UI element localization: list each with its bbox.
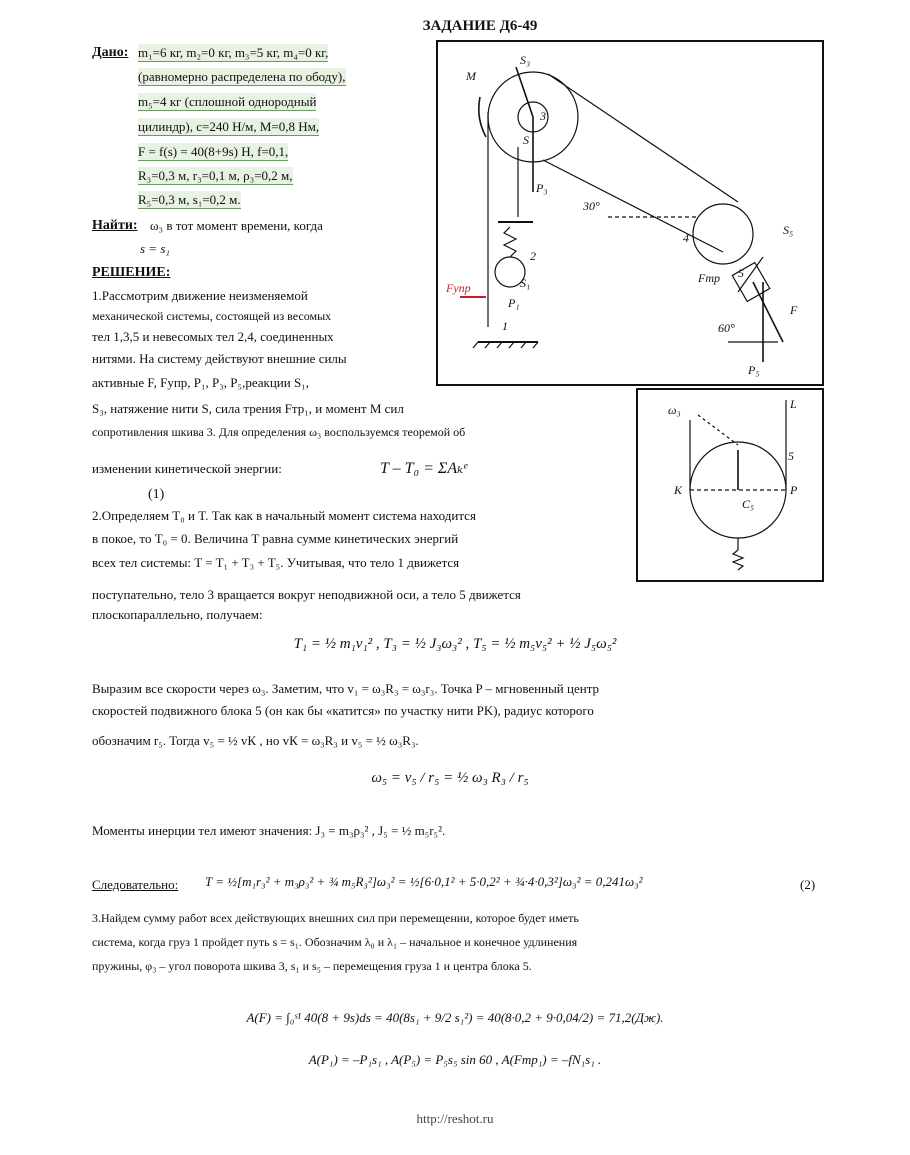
label-5: 5 — [738, 266, 744, 280]
label-M: M — [466, 69, 476, 83]
mechanism-figure — [436, 40, 824, 386]
label-P1: P₁ — [508, 296, 520, 310]
footer-url: http://reshot.ru — [416, 1111, 494, 1126]
para1-line-3: нитями. На систему действуют внешние силы — [92, 351, 347, 366]
para1-line-7: изменении кинетической энергии: — [92, 461, 282, 476]
para2-line-2: всех тел системы: T = T₁ + T₃ + T₅. Учитывая, что тело 1 движется — [92, 555, 460, 570]
label-S5: S₅ — [783, 223, 794, 237]
label-omega3: ω₃ — [668, 403, 681, 417]
block-velocity-figure — [636, 388, 824, 582]
label-30deg: 30° — [583, 199, 600, 213]
label-P5: P₅ — [748, 363, 760, 377]
label-60deg: 60° — [718, 321, 735, 335]
label-Ftr: Fтр — [698, 271, 720, 285]
force-f — [753, 282, 783, 342]
label-S: S — [523, 133, 529, 147]
label-L: L — [790, 397, 797, 411]
para1-line-5: S₃, натяжение нити S, сила трения Fтр₁, и момент M сил — [92, 401, 404, 416]
para2-line-0: 2.Определяем T₀ и T. Так как в начальный момент система находится — [92, 508, 476, 523]
para1-line-1: механической системы, состоящей из весомых — [92, 309, 332, 323]
given-line-5: R₃=0,3 м, r₃=0,1 м, ρ₃=0,2 м, — [138, 168, 293, 183]
eq-work-gravity: A(P₁) = –P₁s₁ , A(P₅) = P₅s₅ sin 60 , A(Fтр₁) = –fN₁s₁ . — [308, 1052, 602, 1067]
para3-line-2: обозначим r₅. Тогда v₅ = ½ vК , но vК = ω₃R₃ и v₅ = ½ ω₃R₃. — [92, 733, 419, 748]
label-1: 1 — [502, 319, 508, 333]
eq-omega5: ω₅ = v₅ / r₅ = ½ ω₃ R₃ / r₅ — [371, 770, 529, 786]
para3-line-1: скоростей подвижного блока 5 (он как бы «катится» по участку нити PK), радиус которого — [92, 703, 594, 718]
para4-line-2: пружины, φ₃ – угол поворота шкива 3, s₁ и s₅ – перемещения груза 1 и центра блока 5. — [92, 959, 532, 973]
moment-arc — [479, 97, 486, 137]
para2-line-1: в покое, то T₀ = 0. Величина T равна сумме кинетических энергий — [92, 531, 459, 546]
label-4: 4 — [683, 231, 689, 245]
eq-work-force: A(F) = ∫₀ˢ¹ 40(8 + 9s)ds = 40(8s₁ + 9/2 s₁²) = 40(8·0,2 + 9·0,04/2) = 71,2(Дж). — [246, 1010, 664, 1025]
label-F: F — [790, 303, 798, 317]
para4-line-0: 3.Найдем сумму работ всех действующих внешних сил при перемещении, которое будет иметь — [92, 911, 579, 925]
mechanism-diagram — [438, 42, 822, 384]
given-line-3: цилиндр), c=240 Н/м, M=0,8 Нм, — [138, 119, 320, 134]
label-P3: P₃ — [536, 181, 548, 195]
para1-line-0: 1.Рассмотрим движение неизменяемой — [92, 288, 308, 303]
label-C5: C₅ — [742, 497, 755, 511]
eq2-number: (2) — [800, 877, 816, 892]
velocity-dashed — [698, 415, 738, 445]
label-S1: S₁ — [520, 276, 531, 290]
para2-line-4: плоскопараллельно, получаем: — [92, 607, 263, 622]
block-velocity-diagram — [638, 390, 822, 580]
spring-5 — [733, 550, 743, 570]
given-label: Дано: — [92, 45, 129, 60]
incline-upper — [548, 74, 738, 202]
para1-line-4: активные F, Fупр, P₁, P₃, P₅,реакции S₁, — [92, 375, 309, 390]
eq-energy-theorem: T – T₀ = ΣAₖᵉ — [380, 460, 468, 477]
s3-arrow — [516, 67, 533, 117]
solution-label: РЕШЕНИЕ: — [92, 265, 171, 280]
spring — [504, 227, 516, 257]
eq1-number: (1) — [148, 487, 165, 502]
block-4 — [693, 204, 753, 264]
para3-line-0: Выразим все скорости через ω₃. Заметим, что v₁ = ω₃R₃ = ω₃r₃. Точка P – мгновенный центр — [92, 681, 600, 696]
task-title: ЗАДАНИЕ Д6-49 — [422, 18, 538, 34]
given-line-6: R₅=0,3 м, s₁=0,2 м. — [138, 192, 241, 207]
eq-kinetic-energies: T₁ = ½ m₁v₁² , T₃ = ½ J₃ω₃² , T₅ = ½ m₅v₅² + ½ J₅ω₅² — [293, 636, 617, 652]
para1-line-2: тел 1,3,5 и невесомых тел 2,4, соединенных — [92, 329, 334, 344]
given-line-0: m₁=6 кг, m₂=0 кг, m₃=5 кг, m₄=0 кг, — [138, 45, 329, 60]
inertia-line: Моменты инерции тел имеют значения: J₃ = m₃ρ₃² , J₅ = ½ m₅r₅². — [92, 823, 446, 838]
given-line-2: m₅=4 кг (сплошной однородный — [138, 94, 317, 109]
sum-label: Следовательно: — [92, 877, 179, 892]
find-line-2: s = s₁ — [140, 241, 170, 256]
label-K: K — [674, 483, 683, 497]
given-line-4: F = f(s) = 40(8+9s) Н, f=0,1, — [138, 144, 289, 159]
eq-total-kinetic: T = ½[m₁r₃² + m₃ρ₃² + ¾ m₅R₃²]ω₃² = ½[6·0,1² + 5·0,2² + ¾·4·0,3²]ω₃² = 0,241ω₃² — [205, 874, 643, 889]
label-S3: S₃ — [520, 53, 531, 67]
label-3: 3 — [540, 109, 546, 123]
given-line-1: (равномерно распределена по ободу), — [138, 69, 346, 84]
label-2: 2 — [530, 249, 536, 263]
para2-line-3: поступательно, тело 3 вращается вокруг неподвижной оси, а тело 5 движется — [92, 587, 521, 602]
find-label: Найти: — [92, 218, 138, 233]
label-P: P — [790, 483, 798, 497]
find-line-1: ω₃ в тот момент времени, когда — [150, 218, 323, 233]
label-5: 5 — [788, 449, 794, 463]
label-Fupr: Fупр — [446, 281, 471, 295]
para4-line-1: система, когда груз 1 пройдет путь s = s₁. Обозначим λ₀ и λ₁ – начальное и конечное удлинения — [92, 935, 578, 949]
para1-line-6: сопротивления шкива 3. Для определения ω₃ воспользуемся теоремой об — [92, 425, 466, 439]
